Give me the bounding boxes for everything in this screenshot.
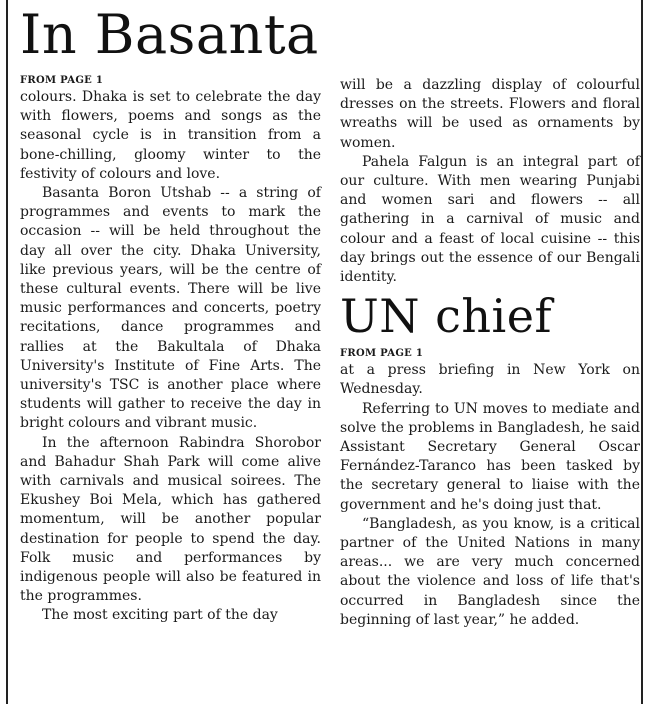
- un-chief-paragraph-3: “Bangladesh, as you know, is a critical partner of the United Nations in many areas... we are very much concerned about the violence and loss of life that's occurred in Bangladesh since the beginning of last year,” he added.: [340, 515, 640, 628]
- basanta-from-page: FROM PAGE 1: [20, 75, 104, 86]
- un-chief-headline: UN chief: [340, 289, 552, 344]
- un-chief-paragraph-1: at a press briefing in New York on Wednesday.: [340, 362, 640, 398]
- basanta-paragraph-1: colours. Dhaka is set to celebrate the day with flowers, poems and songs as the seasonal cycle is in transition from a bone-chilling, gloomy winter to the festivity of colours and love.: [20, 89, 321, 182]
- basanta-paragraph-3: In the afternoon Rabindra Shorobor and Bahadur Shah Park will come alive with carnivals and musical soirees. The Ekushey Boi Mela, which has gathered momentum, will be another popular destination for people to spend the day. Folk music and performances by indigenous people will also be featured in the programmes.: [20, 434, 321, 605]
- basanta-paragraph-2: Basanta Boron Utshab -- a string of programmes and events to mark the occasion -- will be held throughout the day all over the city. Dhaka University, like previous years, will be the centre of these cultural events. There will be live music performances and concerts, poetry recitations, dance programmes and rallies at the Bakultala of Dhaka University's Institute of Fine Arts. The university's TSC is another place where students will gather to receive the day in bright colours and vibrant music.: [20, 185, 321, 432]
- un-chief-paragraph-2: Referring to UN moves to mediate and solve the problems in Bangladesh, he said Assistant Secretary General Oscar Fernández-Taranco has been tasked by the secretary general to liaise with the government and he's doing just that.: [340, 400, 640, 513]
- basanta-headline: In Basanta: [20, 3, 319, 66]
- right-column: [340, 0, 640, 630]
- basanta-continued-paragraph-2: Pahela Falgun is an integral part of our culture. With men wearing Punjabi and women sari and flowers -- all gathering in a carnival of music and colour and a feast of local cuisine -- this day brings out the essence of our Bengali identity.: [340, 153, 640, 286]
- basanta-paragraph-4: The most exciting part of the day: [42, 607, 278, 624]
- basanta-continued-paragraph-1: will be a dazzling display of colourful dresses on the streets. Flowers and floral wreaths will be used as ornaments by women.: [340, 77, 640, 151]
- un-chief-from-page: FROM PAGE 1: [340, 348, 424, 360]
- left-column: [20, 0, 321, 626]
